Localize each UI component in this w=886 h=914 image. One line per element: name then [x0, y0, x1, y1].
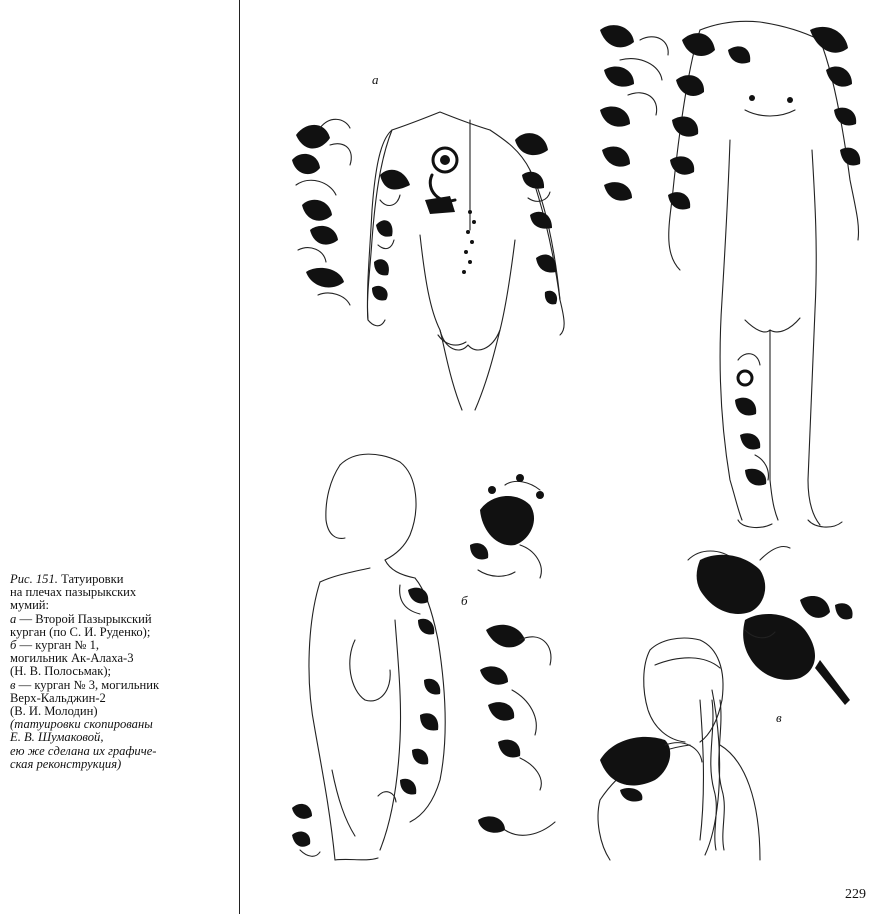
figure-letter-v: в — [776, 710, 782, 725]
caption-line-10: Верх-Кальджин-2 — [10, 690, 106, 705]
caption-line-7: могильник Ак-Алаха-3 — [10, 651, 134, 666]
caption-line-12: (татуировки скопированы — [10, 717, 153, 732]
caption-line-13: Е. В. Шумаковой, — [10, 730, 104, 745]
figure-a-front-tattoo-details — [600, 25, 668, 201]
figure-v-side-view — [598, 638, 760, 860]
figure-v-tattoo-details — [688, 547, 853, 706]
caption-b-letter: б — [10, 638, 17, 653]
caption-line-11: (В. И. Молодин) — [10, 704, 98, 719]
caption-v-letter: в — [10, 677, 16, 692]
caption-line-14: ею же сделана их графиче- — [10, 743, 157, 758]
caption-a-text: — Второй Пазырыкский — [16, 611, 152, 626]
caption-line-15: ская реконструкция) — [10, 756, 122, 771]
caption-line-3: мумий: — [10, 598, 50, 613]
page-number: 229 — [845, 887, 866, 902]
caption-line-4 — [10, 613, 235, 626]
figure-a-back-view — [367, 112, 564, 410]
figure-letter-a: а — [372, 72, 379, 87]
figure-caption — [10, 573, 235, 771]
figure-a-front-view — [668, 21, 860, 527]
figure-letter-b: б — [461, 593, 468, 608]
caption-a-letter: а — [10, 611, 17, 626]
caption-line-5: курган (по С. И. Руденко); — [10, 624, 151, 639]
caption-line-8: (Н. В. Полосьмак); — [10, 664, 112, 679]
figure-b-side-view — [309, 454, 445, 860]
figure-a-tattoo-details — [292, 119, 351, 305]
caption-line-2: на плечах пазырыкских — [10, 585, 137, 600]
caption-title-part: Татуировки — [57, 572, 124, 586]
caption-line-9 — [10, 679, 235, 692]
caption-fig-label: Рис. 151. — [10, 572, 58, 586]
caption-v-text: — курган № 3, могильник — [15, 677, 160, 692]
figure-b-tattoo-details — [292, 474, 555, 856]
caption-b-text: — курган № 1, — [16, 638, 100, 653]
